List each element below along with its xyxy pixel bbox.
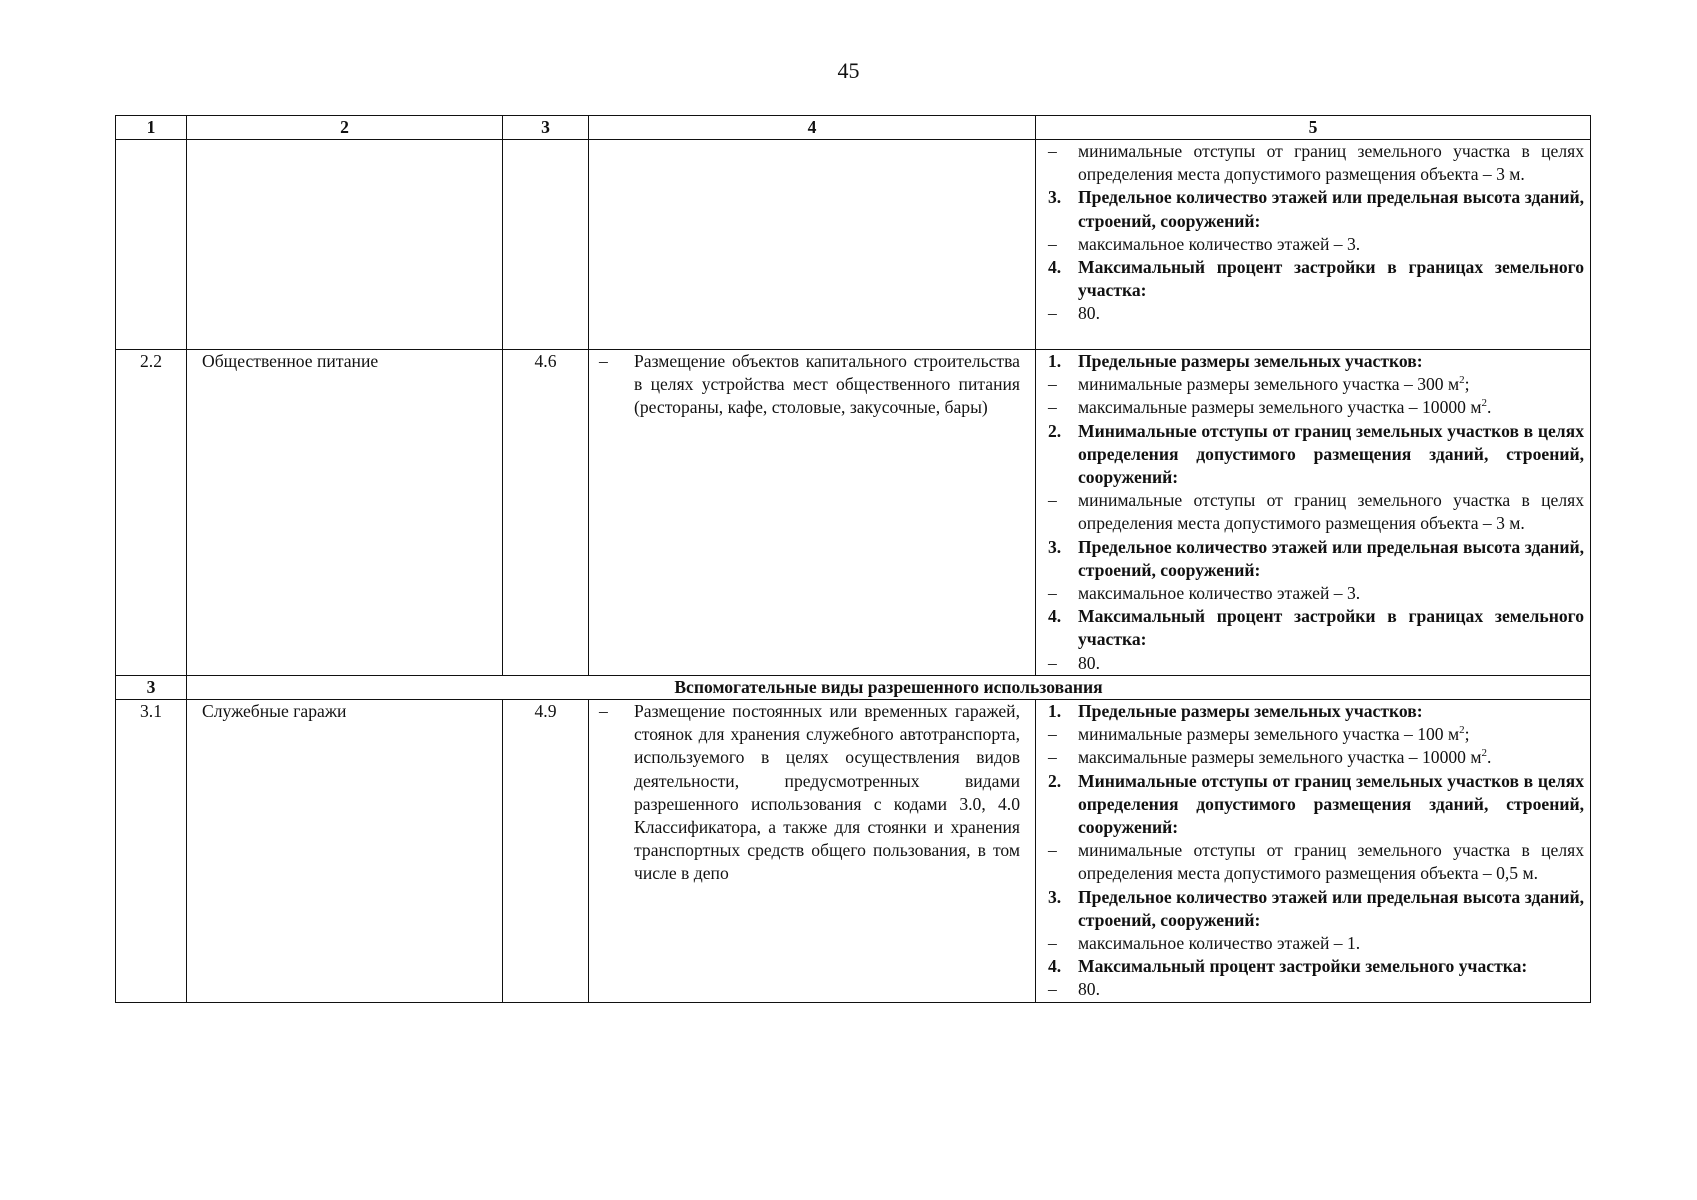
cont-col-2 bbox=[187, 140, 503, 350]
list-item: 2. Минимальные отступы от границ земельных участков в целях определения допустимого размещения зданий, строений, сооружений: bbox=[1048, 770, 1584, 838]
use-type-description: – Размещение объектов капитального строительства в целях устройства мест общественного питания (рестораны, кафе, столовые, закусочные, бары) bbox=[589, 350, 1036, 676]
table-header-row bbox=[116, 116, 1591, 140]
row-number: 2.2 bbox=[116, 350, 187, 676]
header-col-3: 3 bbox=[503, 116, 589, 140]
list-item: – максимальные размеры земельного участка – 10000 $м^2$. bbox=[1048, 747, 1492, 768]
list-item: – минимальные размеры земельного участка – 100 $м^2$; bbox=[1048, 724, 1470, 745]
table-row-3-1 bbox=[116, 700, 1591, 1003]
list-item: 2. Минимальные отступы от границ земельных участков в целях определения допустимого размещения зданий, строений, сооружений: bbox=[1048, 420, 1584, 488]
list-item: – 80. bbox=[1048, 979, 1100, 1000]
cont-col-1 bbox=[116, 140, 187, 350]
section-row-3 bbox=[116, 675, 1591, 699]
list-item: 4. Максимальный процент застройки в границах земельного участка: bbox=[1048, 606, 1584, 650]
use-type-params bbox=[1036, 350, 1591, 676]
list-item: – максимальные размеры земельного участка – 10000 $м^2$. bbox=[1048, 397, 1492, 418]
list-item: – 80. bbox=[1048, 652, 1100, 673]
cont-col-4 bbox=[589, 140, 1036, 350]
use-type-params bbox=[1036, 700, 1591, 1003]
header-col-2: 2 bbox=[187, 116, 503, 140]
list-item: 4. Максимальный процент застройки земельного участка: bbox=[1048, 956, 1528, 977]
list-item: 1. Предельные размеры земельных участков: bbox=[1048, 351, 1423, 371]
use-type-description: – Размещение постоянных или временных гаражей, стоянок для хранения служебного автотранспорта, используемого в целях осуществления видов деятельности, предусмотренных видами разрешенного использования с кодами 3.0, 4.0 Классификатора, а также для стоянки и хранения транспортных средств общего пользования, в том числе в депо bbox=[589, 700, 1036, 1003]
section-number: 3 bbox=[116, 675, 187, 699]
list-item: – минимальные отступы от границ земельного участка в целях определения места допустимого размещения объекта – 3 м. bbox=[1048, 490, 1584, 534]
table-row-continuation bbox=[116, 140, 1591, 350]
list-item: – минимальные отступы от границ земельного участка в целях определения места допустимого размещения объекта – 3 м. bbox=[1048, 141, 1584, 185]
use-type-name: Служебные гаражи bbox=[187, 700, 503, 1003]
header-col-4: 4 bbox=[589, 116, 1036, 140]
list-item: 1. Предельные размеры земельных участков: bbox=[1048, 701, 1423, 722]
header-col-5: 5 bbox=[1036, 116, 1591, 140]
page-number: 45 bbox=[837, 58, 860, 83]
list-item: – минимальные отступы от границ земельного участка в целях определения места допустимого размещения объекта – 0,5 м. bbox=[1048, 840, 1584, 884]
list-item: 3. Предельное количество этажей или предельная высота зданий, строений, сооружений: bbox=[1048, 187, 1584, 231]
list-item: 3. Предельное количество этажей или предельная высота зданий, строений, сооружений: bbox=[1048, 536, 1584, 580]
list-item: – максимальное количество этажей – 3. bbox=[1048, 583, 1361, 604]
list-item: – 80. bbox=[1048, 303, 1100, 324]
use-type-code: 4.6 bbox=[503, 350, 589, 676]
list-item: – максимальное количество этажей – 1. bbox=[1048, 933, 1361, 954]
cont-col-3 bbox=[503, 140, 589, 350]
use-type-code: 4.9 bbox=[503, 700, 589, 1003]
list-item: 3. Предельное количество этажей или предельная высота зданий, строений, сооружений: bbox=[1048, 886, 1584, 930]
section-title: Вспомогательные виды разрешенного использования bbox=[187, 675, 1591, 699]
list-item: 4. Максимальный процент застройки в границах земельного участка: bbox=[1048, 257, 1584, 301]
header-col-1: 1 bbox=[116, 116, 187, 140]
list-item: – максимальное количество этажей – 3. bbox=[1048, 233, 1361, 254]
zoning-table bbox=[115, 115, 1591, 1003]
use-type-name: Общественное питание bbox=[187, 350, 503, 676]
cont-params bbox=[1036, 140, 1591, 350]
list-item: – минимальные размеры земельного участка – 300 $м^2$; bbox=[1048, 374, 1470, 395]
row-number: 3.1 bbox=[116, 700, 187, 1003]
table-row-2-2 bbox=[116, 350, 1591, 676]
